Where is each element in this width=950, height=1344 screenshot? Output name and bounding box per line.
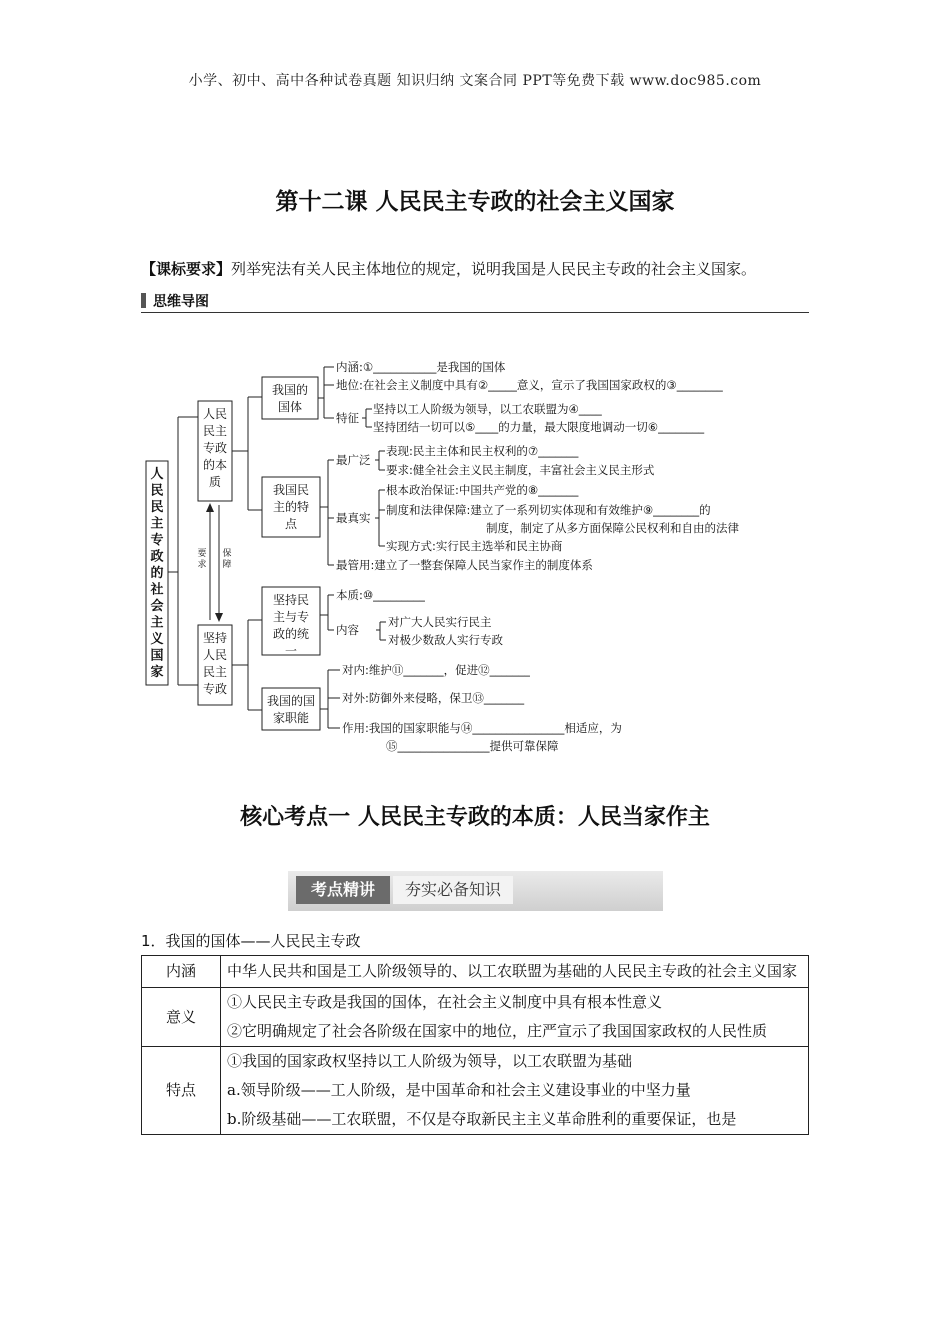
row-content — [221, 988, 809, 1047]
leaf-yaoqiu: 要求:健全社会主义民主制度，丰富社会主义民主形式 — [386, 463, 655, 477]
leaf-zhidu1: 制度和法律保障:建立了一系列切实体现和有效维护⑨________的 — [386, 503, 711, 517]
row-line: ①人民民主专政是我国的国体，在社会主义制度中具有根本性意义 — [227, 993, 663, 1011]
leaf-tz1: 坚持以工人阶级为领导，以工农联盟为④____ — [373, 402, 602, 416]
mid-bottom-label: 坚持人民民主专政 — [202, 631, 228, 696]
mid-top-label: 人民民主专政的本质 — [202, 407, 228, 489]
leaf-diwei: 地位:在社会主义制度中具有②_____意义，宣示了我国国家政权的③________ — [336, 378, 723, 392]
label-zui-guangfan: 最广泛 — [336, 453, 371, 467]
mindmap-label: 思维导图 — [153, 294, 209, 310]
leaf-nr2: 对极少数敌人实行专政 — [388, 633, 503, 647]
point-heading: 1．我国的国体——人民民主专政 — [141, 932, 361, 950]
leaf-zuoyong1: 作用:我国的国家职能与⑭________________相适应，为 — [342, 721, 622, 735]
zhenshi-bracket — [375, 490, 385, 546]
leaf-biaoxian: 表现:民主主体和民主权利的⑦_______ — [386, 444, 579, 458]
leaf-shixian: 实现方式:实行民主选举和民主协商 — [386, 539, 563, 553]
zhineng-bracket — [320, 670, 340, 728]
row-label: 特点 — [142, 1047, 221, 1135]
tedian-bracket — [320, 460, 334, 565]
arrow-up-head — [206, 503, 214, 512]
guangfan-bracket — [375, 451, 385, 470]
banner — [288, 871, 663, 911]
label-tezheng: 特征 — [336, 411, 359, 425]
row-content — [221, 956, 809, 988]
leaf-benzhi: 本质:⑩_________ — [336, 588, 425, 602]
sub-tongyi-label: 坚持民主与专政的统一 — [272, 593, 310, 658]
leaf-zuoyong2: ⑮________________提供可靠保障 — [386, 739, 559, 753]
mid-bottom-bracket — [232, 620, 262, 710]
knowledge-table — [141, 955, 809, 1135]
root-label: 人民民主专政的社会主义国家 — [150, 467, 164, 680]
arrow-label-require: 要求 — [197, 549, 207, 570]
leaf-neihan: 内涵:①___________是我国的国体 — [336, 360, 506, 374]
leaf-zuiguanyong: 最管用:建立了一整套保障人民当家作主的制度体系 — [336, 558, 593, 572]
label-zui-zhenshi: 最真实 — [336, 511, 371, 525]
page-header: 小学、初中、高中各种试卷真题 知识归纳 文案合同 PPT等免费下载 www.doc985.com — [188, 73, 762, 89]
sub-guoti-label: 我国的国体 — [271, 383, 309, 414]
lesson-title: 第十二课 人民民主专政的社会主义国家 — [275, 189, 675, 215]
leaf-genben: 根本政治保证:中国共产党的⑧_______ — [386, 483, 579, 497]
banner-light-label: 夯实必备知识 — [393, 876, 513, 904]
guoti-bracket — [318, 367, 334, 418]
row-line: 中华人民共和国是工人阶级领导的、以工农联盟为基础的人民民主专政的社会主义国家 — [227, 962, 798, 980]
row-label: 意义 — [142, 988, 221, 1047]
requirement-label: 【课标要求】 — [141, 260, 232, 278]
row-content — [221, 1047, 809, 1135]
sub-tedian-label: 我国民主的特点 — [272, 483, 310, 531]
table-row — [142, 956, 809, 988]
requirement-text: 列举宪法有关人民主体地位的规定，说明我国是人民民主专政的社会主义国家。 — [231, 260, 757, 278]
neirong-bracket — [376, 622, 386, 640]
row-line: ①我国的国家政权坚持以工人阶级为领导，以工农联盟为基础 — [227, 1052, 633, 1070]
leaf-tz2: 坚持团结一切可以⑤____的力量，最大限度地调动一切⑥________ — [373, 420, 705, 434]
table-row — [142, 988, 809, 1047]
arrow-down-head — [215, 613, 223, 622]
tongyi-bracket — [320, 595, 334, 630]
leaf-duiwai: 对外:防御外来侵略，保卫⑬_______ — [342, 691, 525, 705]
banner-dark-label: 考点精讲 — [296, 876, 390, 904]
leaf-duinei: 对内:维护⑪_______，促进⑫_______ — [342, 663, 530, 677]
row-line: b.阶级基础——工农联盟，不仅是夺取新民主主义革命胜利的重要保证，也是 — [227, 1110, 737, 1128]
arrow-label-guarantee: 保障 — [222, 549, 232, 570]
root-bracket — [168, 417, 198, 685]
leaf-zhidu2: 制度，制定了从多方面保障公民权利和自由的法律 — [486, 521, 739, 535]
label-neirong: 内容 — [336, 623, 359, 637]
row-line: a.领导阶级——工人阶级，是中国革命和社会主义建设事业的中坚力量 — [227, 1081, 691, 1099]
leaf-nr1: 对广大人民实行民主 — [388, 615, 492, 629]
sub-zhineng-label: 我国的国家职能 — [266, 694, 316, 725]
row-label: 内涵 — [142, 956, 221, 988]
tezheng-bracket — [362, 409, 372, 427]
section-title: 核心考点一 人民民主专政的本质：人民当家作主 — [240, 805, 710, 830]
row-line: ②它明确规定了社会各阶级在国家中的地位，庄严宣示了我国国家政权的人民性质 — [227, 1022, 768, 1040]
mid-top-bracket — [232, 397, 262, 510]
table-row — [142, 1047, 809, 1135]
